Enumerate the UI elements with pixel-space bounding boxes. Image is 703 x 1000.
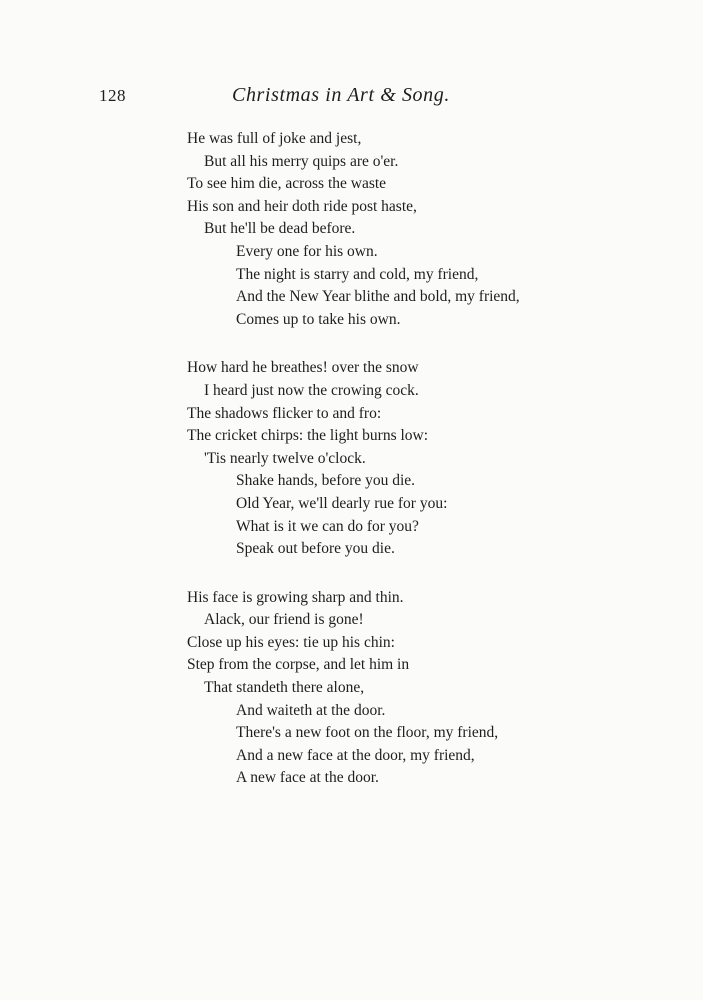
page-number: 128 xyxy=(99,86,126,105)
poem-line: But all his merry quips are o'er. xyxy=(204,152,399,170)
poem-line: Speak out before you die. xyxy=(236,540,395,558)
poem-line: I heard just now the crowing cock. xyxy=(204,381,419,399)
poem-line: His son and heir doth ride post haste, xyxy=(187,197,417,215)
poem-line: Shake hands, before you die. xyxy=(236,472,416,490)
running-title: Christmas in Art & Song. xyxy=(232,84,450,106)
poem-line: Close up his eyes: tie up his chin: xyxy=(187,633,395,651)
poem-line: What is it we can do for you? xyxy=(236,517,419,535)
stanza xyxy=(187,128,667,331)
poem-line: Old Year, we'll dearly rue for you: xyxy=(236,494,448,512)
poem-line: How hard he breathes! over the snow xyxy=(187,359,419,377)
poem-line: The shadows flicker to and fro: xyxy=(187,404,382,422)
stanza xyxy=(187,357,667,560)
poem-line: The night is starry and cold, my friend, xyxy=(236,265,479,283)
poem-line: That standeth there alone, xyxy=(204,679,365,697)
poem-line: Every one for his own. xyxy=(236,242,378,260)
poem-line: To see him die, across the waste xyxy=(187,175,387,193)
poem-line: 'Tis nearly twelve o'clock. xyxy=(204,449,366,467)
poem-line: Comes up to take his own. xyxy=(236,310,401,328)
poem-line: His face is growing sharp and thin. xyxy=(187,588,404,606)
stanza xyxy=(187,587,667,790)
poem-line: Step from the corpse, and let him in xyxy=(187,656,410,674)
poem-line: There's a new foot on the floor, my friend, xyxy=(236,724,499,742)
poem-line: He was full of joke and jest, xyxy=(187,130,362,147)
poem-line: And the New Year blithe and bold, my friend, xyxy=(236,288,520,306)
poem-line: But he'll be dead before. xyxy=(204,220,356,238)
poem-line: And a new face at the door, my friend, xyxy=(236,746,475,764)
poem-line: Alack, our friend is gone! xyxy=(204,611,364,629)
poem-line: And waiteth at the door. xyxy=(236,701,386,719)
poem xyxy=(187,128,667,790)
poem-line: The cricket chirps: the light burns low: xyxy=(187,427,429,445)
poem-line: A new face at the door. xyxy=(236,769,379,787)
